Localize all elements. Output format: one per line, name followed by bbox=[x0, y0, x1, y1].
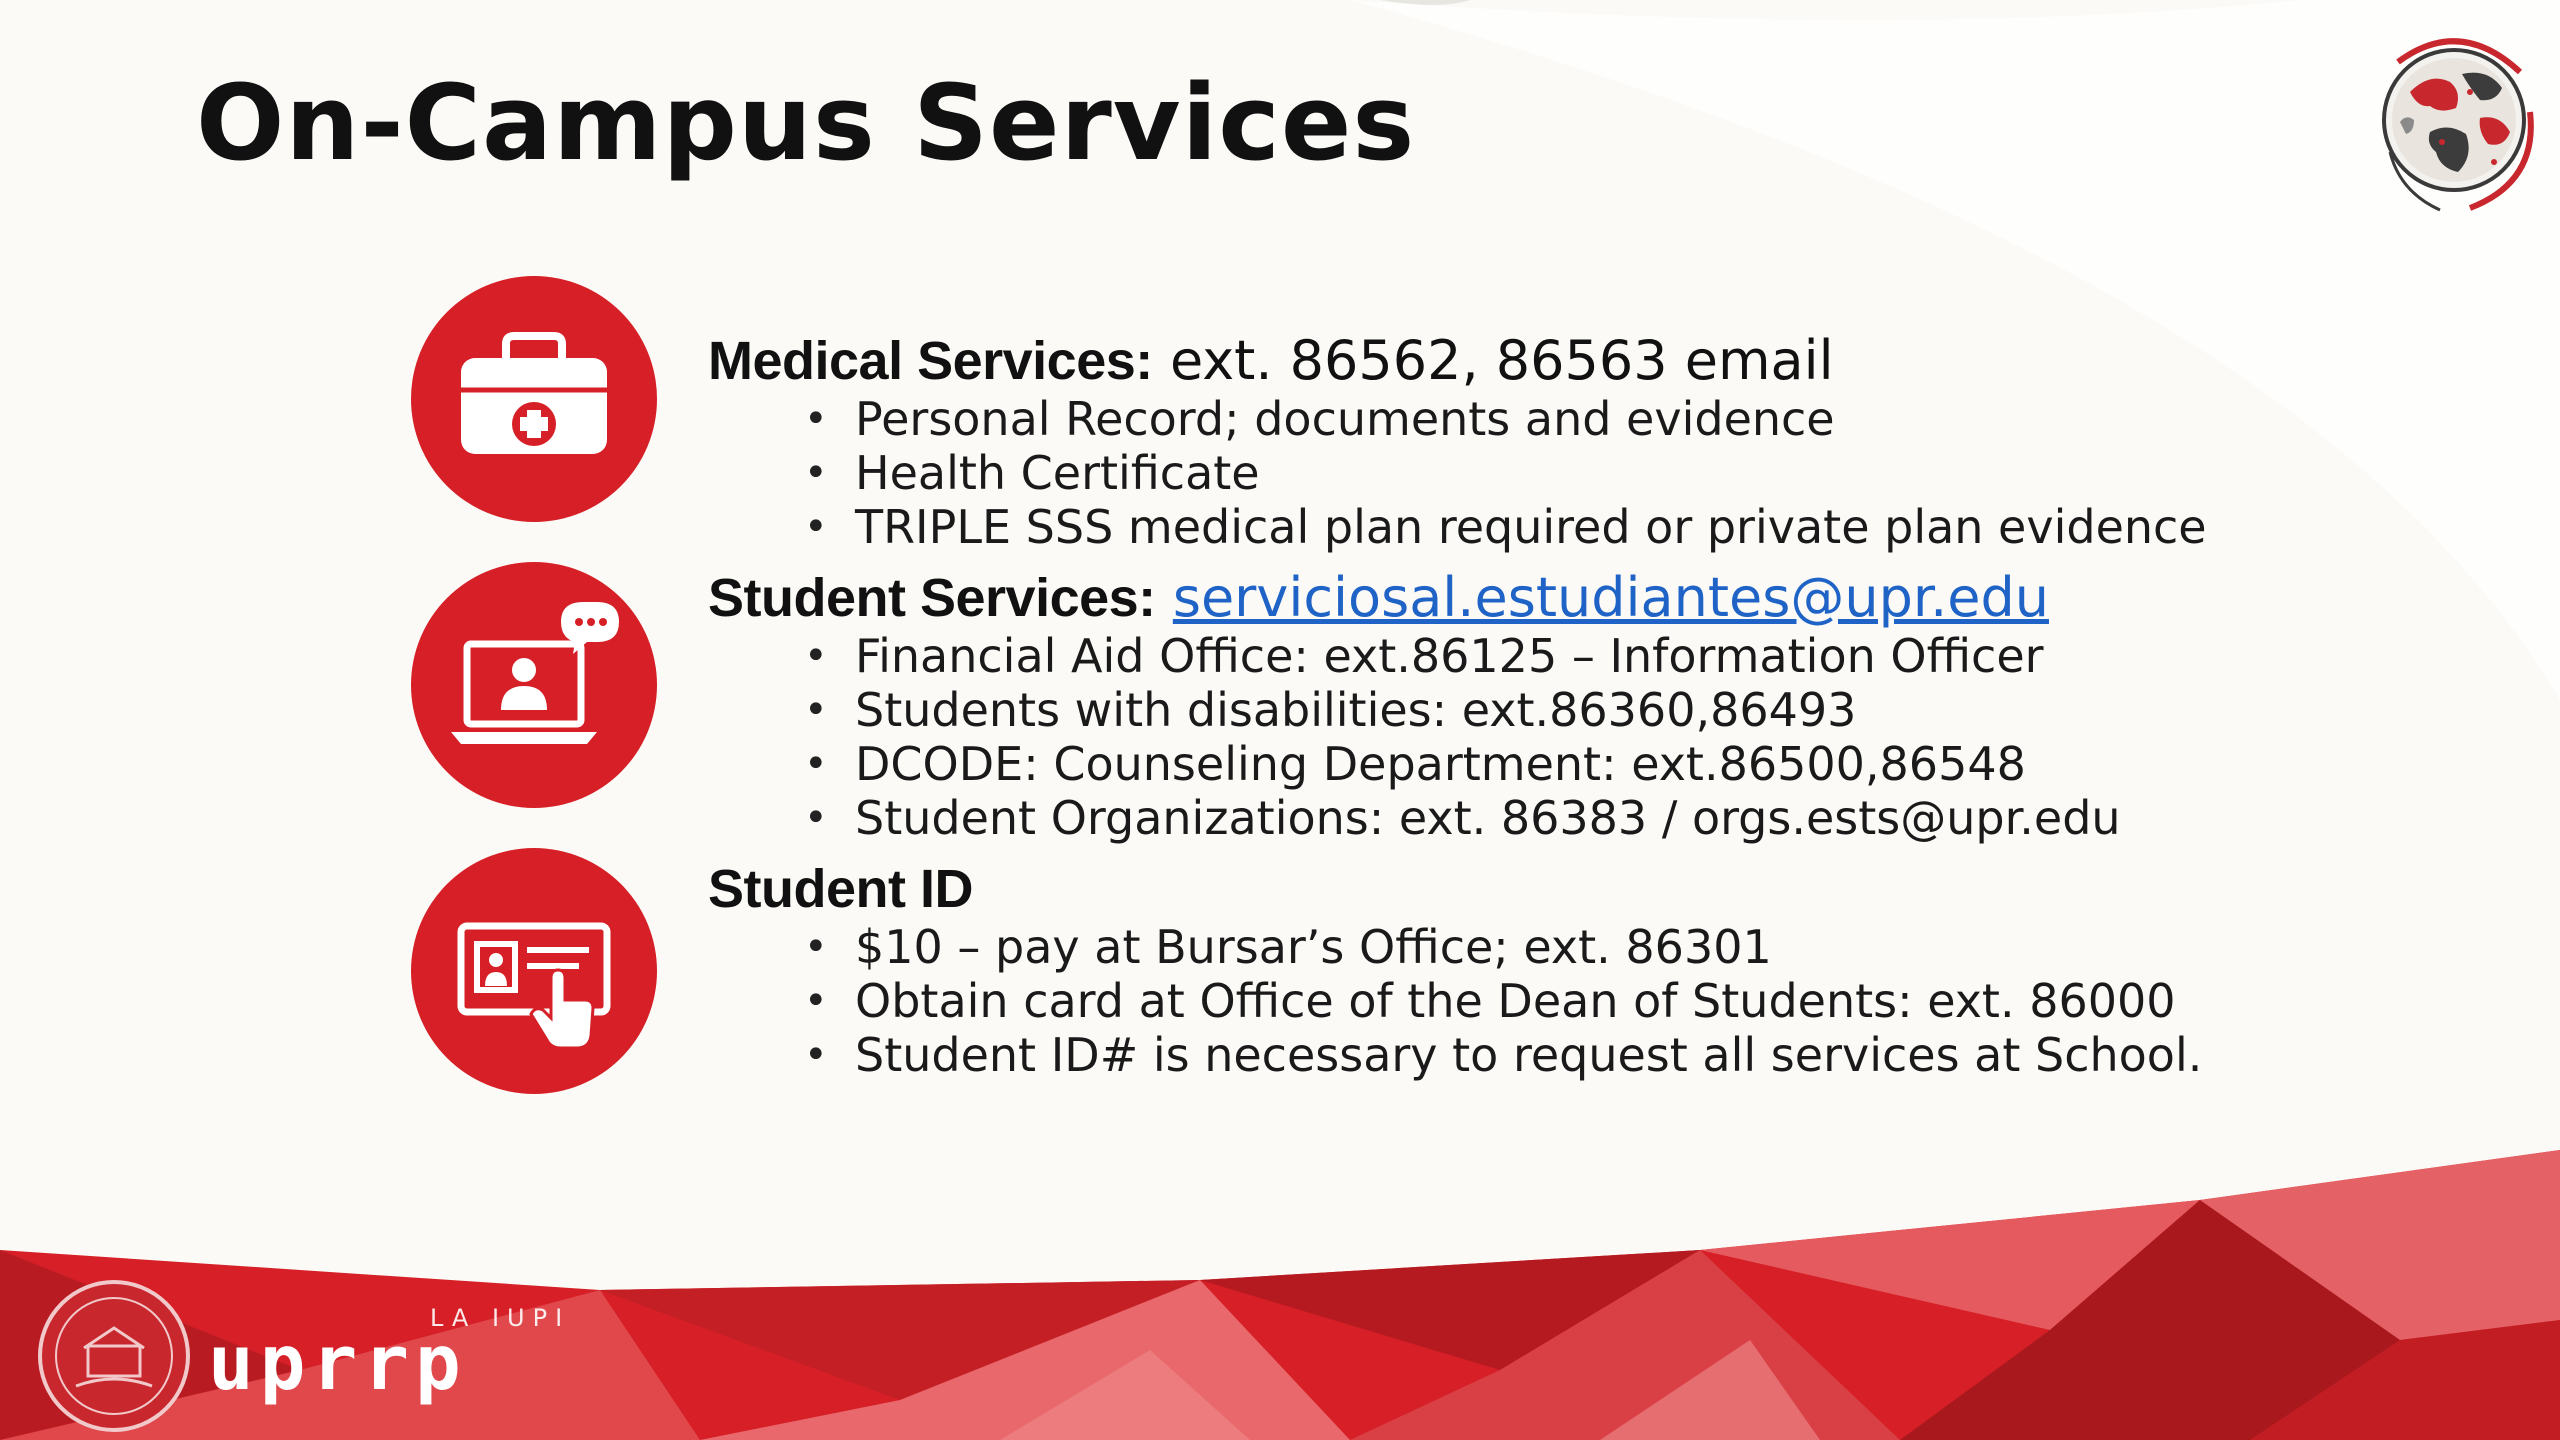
slide-title: On-Campus Services bbox=[196, 62, 1416, 184]
student-services-section bbox=[708, 567, 2528, 845]
student-id-label: Student ID bbox=[708, 859, 973, 919]
student-id-list bbox=[708, 920, 2528, 1082]
medical-services-ext: ext. 86562, 86563 email bbox=[1169, 329, 1834, 392]
medical-services-heading bbox=[708, 330, 2528, 392]
list-item: • Student Organizations: ext. 86383 / orgs.ests@upr.edu bbox=[708, 791, 2528, 845]
medical-services-label: Medical Services: bbox=[708, 331, 1153, 391]
student-services-heading bbox=[708, 567, 2528, 629]
list-item: • DCODE: Counseling Department: ext.86500,86548 bbox=[708, 737, 2528, 791]
list-item: • Financial Aid Office: ext.86125 – Information Officer bbox=[708, 629, 2528, 683]
list-item: • Students with disabilities: ext.86360,86493 bbox=[708, 683, 2528, 737]
student-services-list bbox=[708, 629, 2528, 845]
list-item: • Student ID# is necessary to request all services at School. bbox=[708, 1028, 2528, 1082]
medical-icon-circle bbox=[411, 276, 657, 522]
list-item: • Personal Record; documents and evidence bbox=[708, 392, 2528, 446]
student-services-label: Student Services: bbox=[708, 568, 1156, 628]
student-services-email-link[interactable]: serviciosal.estudiantes@upr.edu bbox=[1172, 566, 2049, 629]
list-item: • $10 – pay at Bursar’s Office; ext. 86301 bbox=[708, 920, 2528, 974]
student-id-heading bbox=[708, 858, 2528, 920]
medical-services-section bbox=[708, 330, 2528, 554]
uprrp-tagline: LA IUPI bbox=[430, 1304, 571, 1332]
student-id-section bbox=[708, 858, 2528, 1082]
list-item: • TRIPLE SSS medical plan required or private plan evidence bbox=[708, 500, 2528, 554]
list-item: • Obtain card at Office of the Dean of Students: ext. 86000 bbox=[708, 974, 2528, 1028]
uprrp-wordmark: uprrp bbox=[208, 1318, 467, 1407]
globe-logo-icon bbox=[2370, 22, 2542, 218]
student-id-icon-circle bbox=[411, 848, 657, 1094]
medical-services-list bbox=[708, 392, 2528, 554]
list-item: • Health Certificate bbox=[708, 446, 2528, 500]
student-services-icon-circle bbox=[411, 562, 657, 808]
uprrp-seal-logo bbox=[36, 1278, 192, 1434]
